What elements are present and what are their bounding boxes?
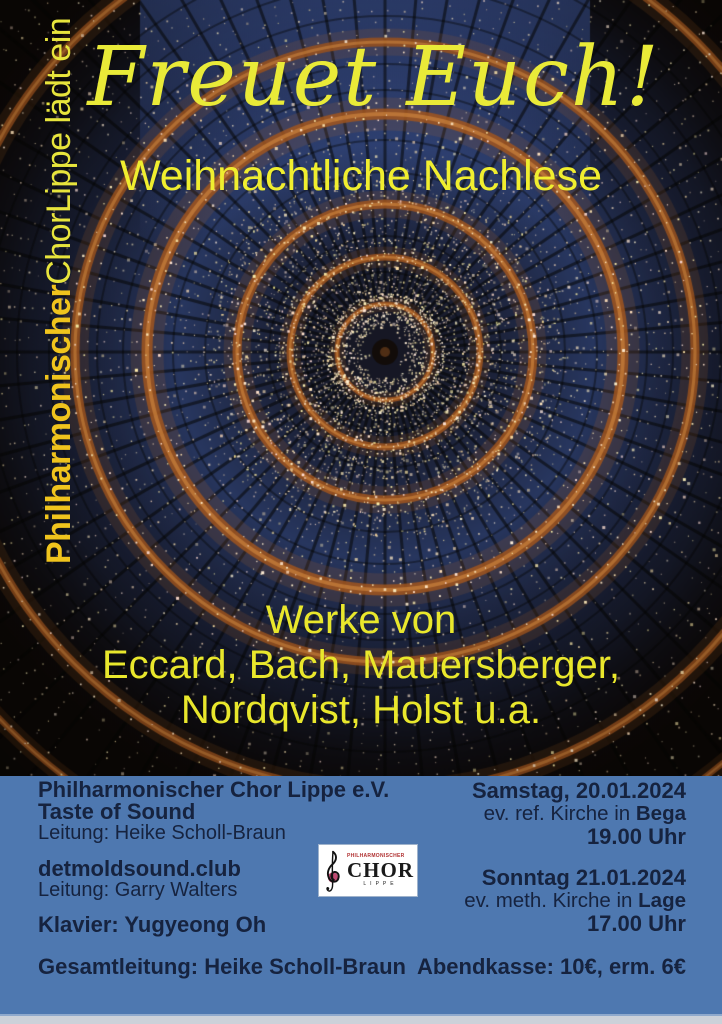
ensemble2-name: detmoldsound.club bbox=[38, 856, 241, 881]
piano-credit: Klavier: Yugyeong Oh bbox=[38, 912, 267, 937]
treble-clef-icon bbox=[322, 847, 344, 895]
ensemble1-name: Taste of Sound bbox=[38, 799, 196, 824]
info-band bbox=[0, 776, 722, 1014]
event2-time: 17.00 Uhr bbox=[586, 911, 686, 936]
works-line-2: Eccard, Bach, Mauersberger, bbox=[101, 642, 621, 687]
ensemble2-leader: Leitung: Garry Walters bbox=[38, 879, 238, 901]
event2-venue-place: Lage bbox=[638, 889, 686, 912]
event1-venue-prefix: ev. ref. Kirche in bbox=[483, 802, 636, 825]
program-works bbox=[0, 598, 722, 732]
logo-text bbox=[347, 854, 414, 887]
event2-venue bbox=[417, 889, 686, 912]
works-line-1: Werke von bbox=[265, 598, 457, 642]
logo-line-bottom: LIPPE bbox=[363, 881, 398, 887]
overall-direction-credit: Gesamtleitung: Heike Scholl-Braun bbox=[38, 954, 406, 979]
event1-date: Samstag, 20.01.2024 bbox=[471, 778, 686, 803]
poster-title: Freuet Euch! bbox=[87, 30, 661, 125]
event1-time: 19.00 Uhr bbox=[586, 824, 686, 849]
event2-venue-prefix: ev. meth. Kirche in bbox=[464, 889, 639, 912]
event1-venue-place: Bega bbox=[635, 802, 686, 825]
event1-venue bbox=[417, 802, 686, 825]
logo-line-top: PHILHARMONISCHER bbox=[347, 853, 405, 859]
banner-choir-name: Philharmonischer bbox=[40, 284, 78, 564]
choir-name: Philharmonischer Chor Lippe e.V. bbox=[38, 777, 390, 802]
banner-choir-name-2: ChorLippe bbox=[40, 132, 78, 285]
events-column bbox=[417, 779, 686, 978]
bottom-strip bbox=[0, 1014, 722, 1024]
logo-line-main: CHOR bbox=[347, 858, 414, 882]
banner-invite-text: lädt ein bbox=[40, 17, 78, 133]
event2-date: Sonntag 21.01.2024 bbox=[481, 865, 686, 890]
works-line-3: Nordqvist, Holst u.a. bbox=[180, 687, 542, 732]
ensemble1-leader: Leitung: Heike Scholl-Braun bbox=[38, 822, 286, 844]
box-office-price: Abendkasse: 10€, erm. 6€ bbox=[416, 954, 686, 979]
poster-subtitle: Weihnachtliche Nachlese bbox=[119, 152, 603, 200]
choir-logo bbox=[318, 844, 418, 897]
